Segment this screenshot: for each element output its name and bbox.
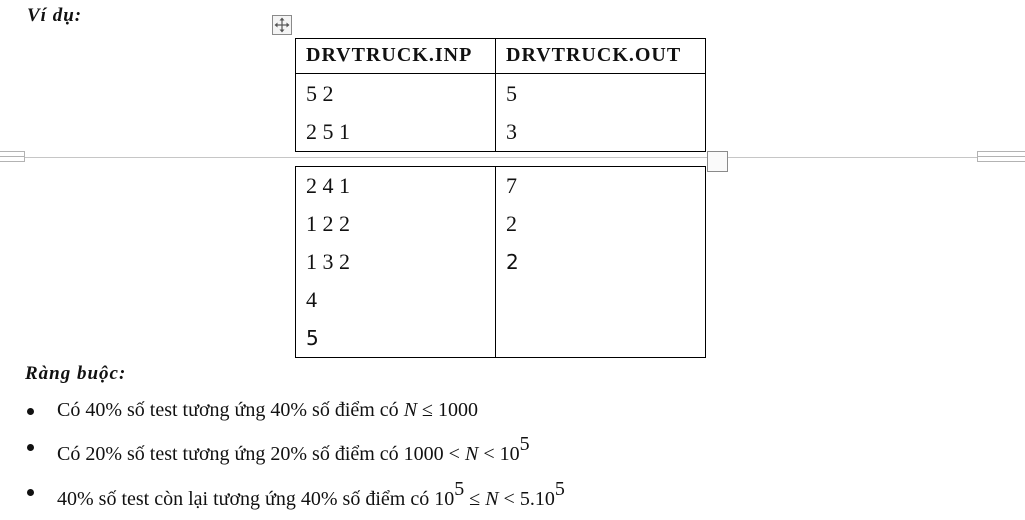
input-line: 5 2 bbox=[306, 81, 334, 106]
input-line: 5 bbox=[306, 326, 319, 350]
example-table-bottom bbox=[295, 166, 706, 358]
example-table-top bbox=[295, 38, 706, 152]
margin-guide-left bbox=[0, 151, 25, 162]
bullet-icon bbox=[27, 408, 34, 415]
constraint-text: 40% số test còn lại tương ứng 40% số điểm có $10^5 \le N < 5.10^5$ bbox=[57, 478, 565, 510]
constraint-text: Có 20% số test tương ứng 20% số điểm có $1000 < N < 10^5$ bbox=[57, 433, 530, 465]
output-line: 5 bbox=[506, 81, 518, 106]
output-line: 2 bbox=[506, 211, 518, 236]
example-heading: Ví dụ: bbox=[27, 5, 83, 26]
move-arrows-icon[interactable] bbox=[272, 15, 292, 35]
bullet-icon bbox=[27, 489, 34, 496]
output-line bbox=[506, 281, 705, 319]
resize-handle-icon[interactable] bbox=[707, 151, 728, 172]
header-inp: DRVTRUCK.INP bbox=[296, 39, 496, 74]
input-line: 1 2 2 bbox=[306, 211, 350, 236]
input-line: 2 5 1 bbox=[306, 119, 350, 144]
output-line bbox=[506, 319, 705, 357]
input-line: 4 bbox=[306, 287, 317, 312]
margin-guide-right bbox=[977, 151, 1025, 162]
input-line: 2 4 1 bbox=[306, 173, 350, 198]
page-break-line bbox=[0, 157, 1025, 158]
bullet-icon bbox=[27, 444, 34, 451]
input-cell[interactable] bbox=[296, 167, 496, 358]
constraints-heading: Ràng buộc: bbox=[25, 363, 127, 384]
input-line: 1 3 2 bbox=[306, 249, 350, 274]
output-line: 3 bbox=[506, 119, 518, 144]
output-cell[interactable] bbox=[496, 74, 706, 152]
output-cell[interactable] bbox=[496, 167, 706, 358]
output-line: 2 bbox=[506, 250, 519, 274]
output-line: 7 bbox=[506, 173, 518, 198]
input-cell[interactable] bbox=[296, 74, 496, 152]
constraint-text: Có 40% số test tương ứng 40% số điểm có N ≤ 1000 bbox=[57, 399, 479, 421]
header-out: DRVTRUCK.OUT bbox=[496, 39, 706, 74]
